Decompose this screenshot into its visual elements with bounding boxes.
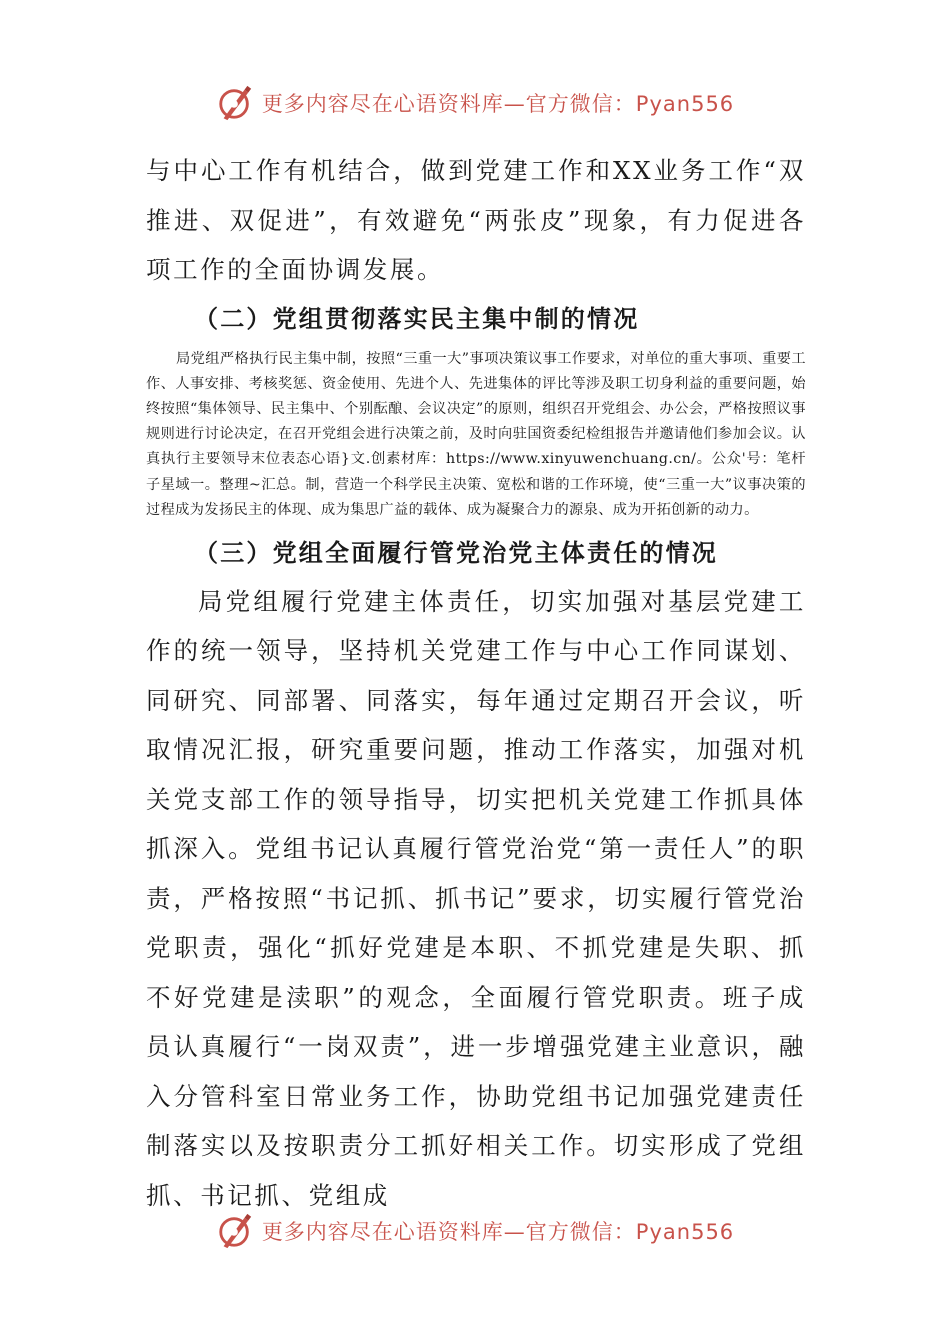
section-3-heading: （三）党组全面履行管党治党主体责任的情况 xyxy=(194,537,718,567)
section-2-heading: （二）党组贯彻落实民主集中制的情况 xyxy=(194,303,640,333)
watermark-text: 更多内容尽在心语资料库—官方微信：Pyan556 xyxy=(261,1220,735,1244)
document-body xyxy=(146,146,806,1220)
watermark-banner-top xyxy=(0,80,950,126)
section-3-body: 局党组履行党建主体责任，切实加强对基层党建工作的统一领导，坚持机关党建工作与中心工作同谋划、同研究、同部署、同落实，每年通过定期召开会议，听取情况汇报，研究重要问题，推动工作落实，加强对机关党支部工作的领导指导，切实把机关党建工作抓具体抓深入。党组书记认真履行管党治党“第一责任人”的职责，严格按照“书记抓、抓书记”要求，切实履行管党治党职责，强化“抓好党建是本职、不抓党建是失职、抓不好党建是渎职”的观念，全面履行管党职责。班子成员认真履行“一岗双责”，进一步增强党建主业意识，融入分管科室日常业务工作，协助党组书记加强党建责任制落实以及按职责分工抓好相关工作。切实形成了党组抓、书记抓、党组成 xyxy=(146,586,806,1210)
pen-circle-icon xyxy=(216,84,254,122)
watermark-text: 更多内容尽在心语资料库—官方微信：Pyan556 xyxy=(261,92,735,116)
pen-circle-icon xyxy=(216,1212,254,1250)
intro-paragraph: 与中心工作有机结合，做到党建工作和XX业务工作“双推进、双促进”，有效避免“两张皮”现象，有力促进各项工作的全面协调发展。 xyxy=(146,156,806,284)
watermark-banner-bottom xyxy=(0,1208,950,1254)
section-2-body: 局党组严格执行民主集中制，按照“三重一大”事项决策议事工作要求，对单位的重大事项、重要工作、人事安排、考核奖惩、资金使用、先进个人、先进集体的评比等涉及职工切身利益的重要问题，始终按照“集体领导、民主集中、个别酝酿、会议决定”的原则，组织召开党组会、办公会，严格按照议事规则进行讨论决定，在召开党组会进行决策之前，及时向驻国资委纪检组报告并邀请他们参加会议。认真执行主要领导末位表态心语}文.创素材库：https://www.xinyuwenchuang.cn/。公众'号：笔杆子星域一。整理~汇总。制，营造一个科学民主决策、宽松和谐的工作环境，使“三重一大”议事决策的过程成为发扬民主的体现、成为集思广益的载体、成为凝聚合力的源泉、成为开拓创新的动力。 xyxy=(146,350,806,518)
